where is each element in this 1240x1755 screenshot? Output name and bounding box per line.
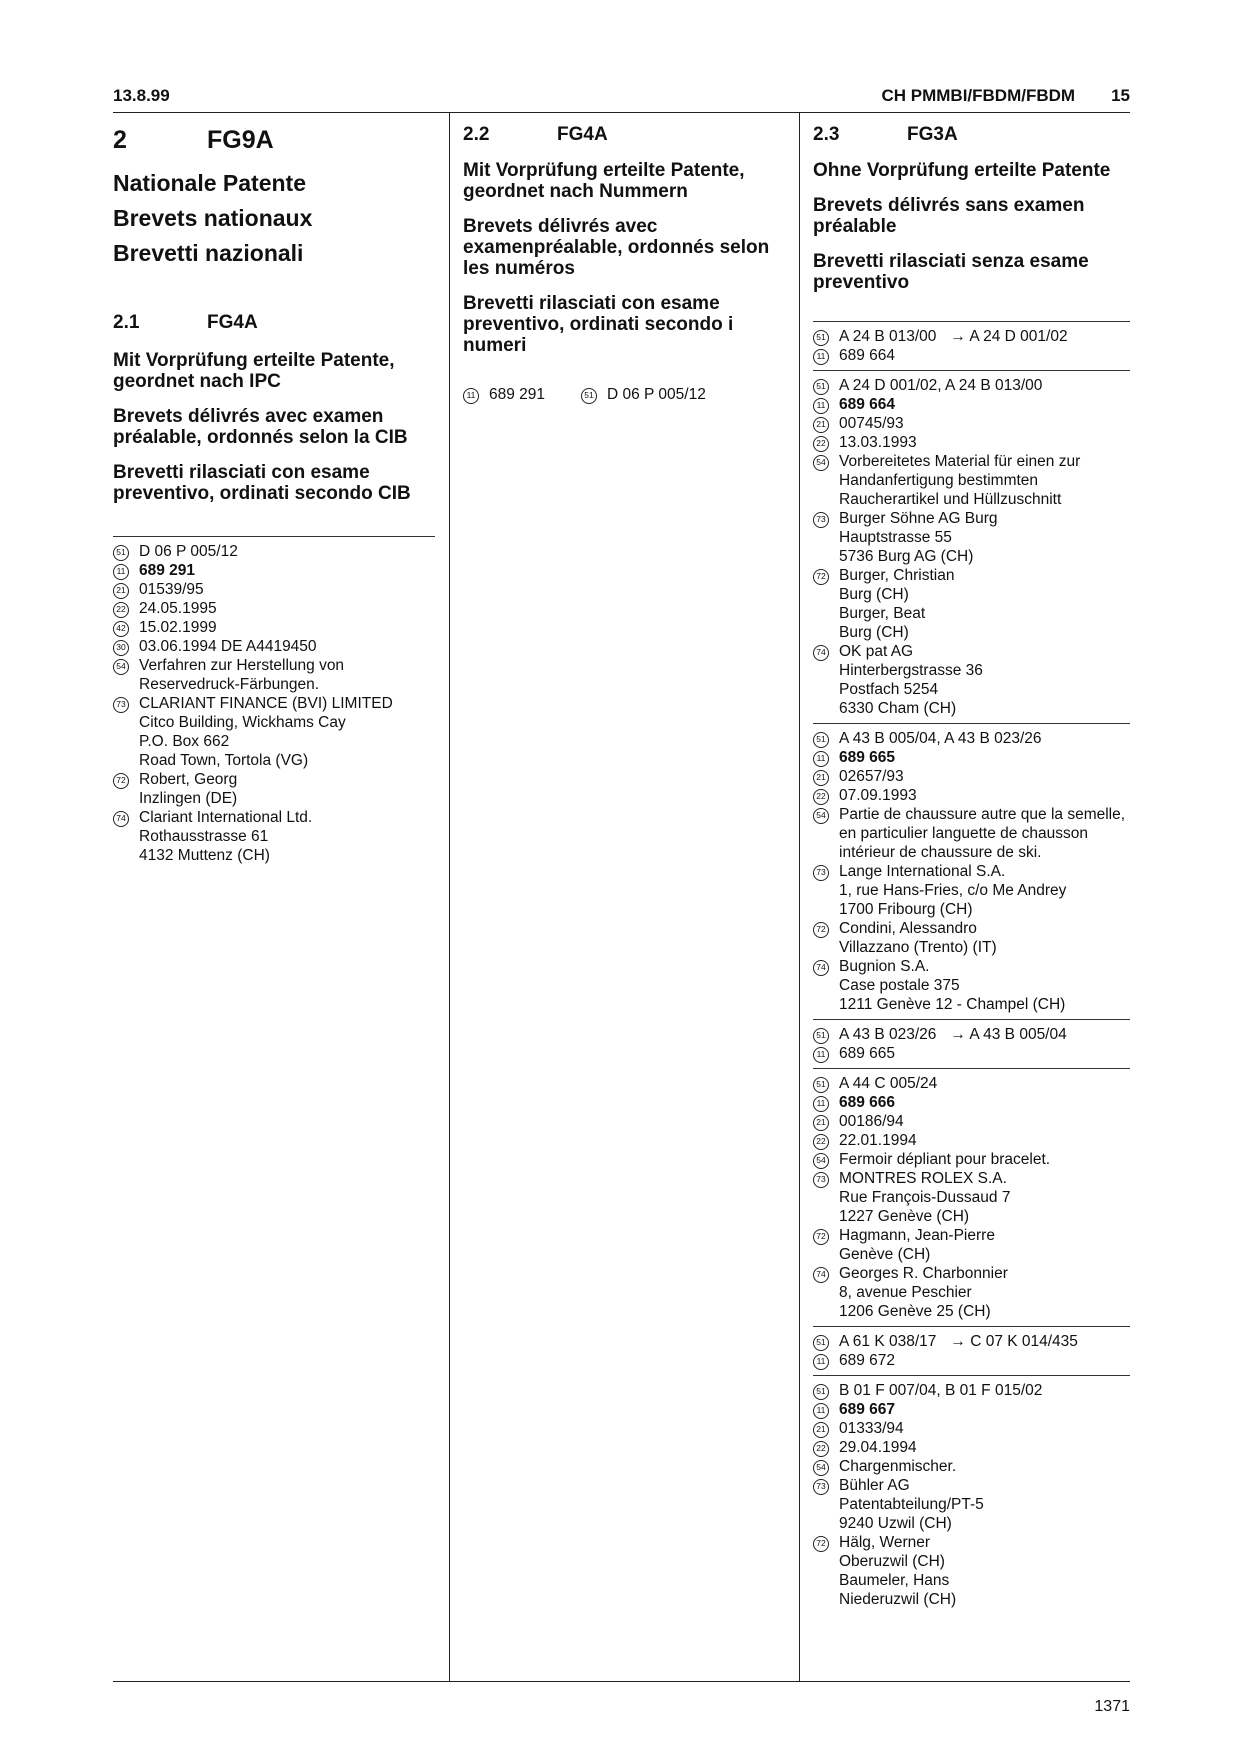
subsection-heading: 2.2 FG4A — [463, 124, 608, 145]
code-73-icon: 73 — [813, 509, 839, 566]
field-30 — [113, 637, 435, 656]
heading-de: Ohne Vorprüfung erteilte Patente — [813, 160, 1111, 181]
field-54 — [813, 805, 1130, 862]
field-text: 22.01.1994 — [839, 1132, 917, 1149]
field-text: A 61 K 038/17 — [839, 1333, 937, 1350]
code-11-icon: 11 — [813, 346, 839, 365]
field-text: B 01 F 007/04, B 01 F 015/02 — [839, 1382, 1043, 1399]
field-text: Oberuzwil (CH) — [839, 1553, 945, 1570]
field-11 — [813, 1351, 1130, 1370]
field-text: 02657/93 — [839, 768, 904, 785]
field-22 — [813, 433, 1130, 452]
field-text: A 43 B 005/04, A 43 B 023/26 — [839, 730, 1042, 747]
column-divider — [449, 112, 450, 1681]
field-73 — [813, 1476, 1130, 1533]
heading-fr: Brevets délivrés avec examenpréalable, ordonnés selon les numéros — [463, 216, 770, 279]
code-51-icon: 51 — [813, 1025, 839, 1044]
code-54-icon: 54 — [813, 805, 839, 862]
field-text: Rothausstrasse 61 — [139, 828, 269, 845]
field-11 — [813, 1044, 1130, 1063]
field-text: Verfahren zur Herstellung von Reservedruck-Färbungen. — [139, 657, 345, 693]
cross-reference-target: → A 43 B 005/04 — [950, 1026, 1067, 1043]
field-text: Niederuzwil (CH) — [839, 1591, 957, 1608]
field-11 — [813, 346, 1130, 365]
field-text: Lange International S.A. — [839, 863, 1006, 880]
field-22 — [813, 786, 1130, 805]
field-54 — [113, 656, 435, 694]
heading-it: Brevetti rilasciati con esame preventivo, ordinati secondo i numeri — [463, 293, 734, 356]
field-72 — [813, 566, 1130, 642]
header-page: 15 — [1111, 86, 1130, 105]
field-text: 13.03.1993 — [839, 434, 917, 451]
code-51-icon: 51 — [813, 729, 839, 748]
code-54-icon: 54 — [813, 1457, 839, 1476]
field-text: A 24 D 001/02, A 24 B 013/00 — [839, 377, 1043, 394]
field-text: Baumeler, Hans — [839, 1572, 950, 1589]
field-text: 1227 Genève (CH) — [839, 1208, 970, 1225]
heading-de: Mit Vorprüfung erteilte Patente, geordnet nach IPC — [113, 350, 395, 392]
field-text: 1, rue Hans-Fries, c/o Me Andrey — [839, 882, 1067, 899]
field-54 — [813, 1457, 1130, 1476]
field-text: Postfach 5254 — [839, 681, 939, 698]
field-11 — [813, 395, 1130, 414]
field-text: 689 291 — [139, 562, 196, 579]
patent-entry — [813, 371, 1130, 723]
field-text: 29.04.1994 — [839, 1439, 917, 1456]
field-51 — [813, 729, 1130, 748]
field-42 — [113, 618, 435, 637]
code-72-icon: 72 — [813, 566, 839, 642]
field-text: Genève (CH) — [839, 1246, 931, 1263]
code-11-icon: 11 — [813, 748, 839, 767]
code-21-icon: 21 — [813, 414, 839, 433]
field-text: Georges R. Charbonnier — [839, 1265, 1008, 1282]
field-text: Rue François-Dussaud 7 — [839, 1189, 1011, 1206]
code-51-icon: 51 — [813, 1332, 839, 1351]
field-text: Bühler AG — [839, 1477, 910, 1494]
subsection-heading: 2.1 FG4A — [113, 312, 258, 333]
field-text: A 44 C 005/24 — [839, 1075, 938, 1092]
field-11 — [813, 748, 1130, 767]
code-11-icon: 11 — [463, 385, 489, 404]
field-text: Inzlingen (DE) — [139, 790, 238, 807]
patent-entry — [813, 1376, 1130, 1614]
field-text: CLARIANT FINANCE (BVI) LIMITED — [139, 695, 393, 712]
field-text: Hälg, Werner — [839, 1534, 931, 1551]
field-text: 1206 Genève 25 (CH) — [839, 1303, 991, 1320]
code-11-icon: 11 — [813, 1093, 839, 1112]
field-text: 03.06.1994 DE A4419450 — [139, 638, 317, 655]
field-text: Bugnion S.A. — [839, 958, 930, 975]
field-74 — [813, 1264, 1130, 1321]
field-text: Villazzano (Trento) (IT) — [839, 939, 997, 956]
heading-de: Mit Vorprüfung erteilte Patente, geordnet nach Nummern — [463, 160, 745, 202]
field-51 — [813, 1074, 1130, 1093]
field-text: Hauptstrasse 55 — [839, 529, 952, 546]
field-text: 689 664 — [839, 347, 896, 364]
field-text: 689 665 — [839, 1045, 896, 1062]
field-text: Hagmann, Jean-Pierre — [839, 1227, 995, 1244]
field-text: 9240 Uzwil (CH) — [839, 1515, 952, 1532]
header-right — [881, 86, 1130, 106]
field-text: 01333/94 — [839, 1420, 904, 1437]
field-74 — [813, 957, 1130, 1014]
code-74-icon: 74 — [813, 957, 839, 1014]
code-22-icon: 22 — [113, 599, 139, 618]
subsection-heading: 2.3 FG3A — [813, 124, 958, 145]
code-51-icon: 51 — [813, 1074, 839, 1093]
code-51-icon: 51 — [581, 385, 607, 404]
patent-number-entry: 11 689 291 51 D 06 P 005/12 — [463, 380, 785, 409]
field-text: Citco Building, Wickhams Cay — [139, 714, 346, 731]
field-72 — [813, 919, 1130, 957]
cross-reference-target: → A 24 D 001/02 — [950, 328, 1068, 345]
field-21 — [813, 767, 1130, 786]
field-text: 24.05.1995 — [139, 600, 217, 617]
code-74-icon: 74 — [813, 1264, 839, 1321]
code-11-icon: 11 — [813, 1400, 839, 1419]
field-21 — [813, 414, 1130, 433]
field-11 — [813, 1400, 1130, 1419]
field-74 — [113, 808, 435, 865]
field-text: 689 667 — [839, 1401, 896, 1418]
field-22 — [113, 599, 435, 618]
field-73 — [813, 509, 1130, 566]
field-text: Vorbereitetes Material für einen zur Handanfertigung bestimmten Raucherartikel und Hüllzuschnitt — [839, 453, 1081, 508]
field-text: Case postale 375 — [839, 977, 960, 994]
patent-entry — [813, 1069, 1130, 1326]
field-text: OK pat AG — [839, 643, 914, 660]
field-text: 01539/95 — [139, 581, 204, 598]
code-30-icon: 30 — [113, 637, 139, 656]
field-text: 1211 Genève 12 - Champel (CH) — [839, 996, 1066, 1013]
code-74-icon: 74 — [813, 642, 839, 718]
journal-name: CH PMMBI/FBDM/FBDM — [881, 86, 1076, 105]
field-text: Clariant International Ltd. — [139, 809, 313, 826]
column-3 — [813, 112, 1130, 1614]
field-51 — [813, 327, 1130, 346]
code-54-icon: 54 — [813, 1150, 839, 1169]
heading-fr: Brevets délivrés sans examen préalable — [813, 195, 1085, 237]
field-text: Condini, Alessandro — [839, 920, 977, 937]
code-73-icon: 73 — [113, 694, 139, 770]
field-73 — [813, 862, 1130, 919]
field-text: 689 666 — [839, 1094, 896, 1111]
code-72-icon: 72 — [813, 919, 839, 957]
code-21-icon: 21 — [113, 580, 139, 599]
cross-reference-entry — [813, 1020, 1130, 1068]
field-72 — [113, 770, 435, 808]
field-text: 689 672 — [839, 1352, 896, 1369]
field-text: 15.02.1999 — [139, 619, 217, 636]
field-text: 1700 Fribourg (CH) — [839, 901, 973, 918]
field-text: 00186/94 — [839, 1113, 904, 1130]
field-11 — [813, 1093, 1130, 1112]
field-text: P.O. Box 662 — [139, 733, 230, 750]
field-text: Fermoir dépliant pour bracelet. — [839, 1151, 1051, 1168]
field-text: Burger, Christian — [839, 567, 955, 584]
field-text: A 24 B 013/00 — [839, 328, 937, 345]
field-21 — [113, 580, 435, 599]
code-11-icon: 11 — [813, 395, 839, 414]
code-22-icon: 22 — [813, 1438, 839, 1457]
heading-fr: Brevets délivrés avec examen préalable, ordonnés selon la CIB — [113, 406, 408, 448]
column-2 — [463, 112, 785, 409]
code-73-icon: 73 — [813, 862, 839, 919]
code-54-icon: 54 — [113, 656, 139, 694]
field-73 — [813, 1169, 1130, 1226]
title-fr: Brevets nationaux — [113, 205, 313, 231]
field-text: D 06 P 005/12 — [139, 543, 238, 560]
code-51-icon: 51 — [813, 1381, 839, 1400]
code-22-icon: 22 — [813, 786, 839, 805]
title-it: Brevetti nazionali — [113, 240, 304, 266]
field-21 — [813, 1419, 1130, 1438]
code-11-icon: 11 — [813, 1044, 839, 1063]
field-text: 00745/93 — [839, 415, 904, 432]
field-22 — [813, 1438, 1130, 1457]
field-51 — [813, 376, 1130, 395]
code-21-icon: 21 — [813, 1112, 839, 1131]
field-51 — [113, 542, 435, 561]
field-text: 4132 Muttenz (CH) — [139, 847, 270, 864]
cross-reference-entry — [813, 322, 1130, 370]
field-text: 6330 Cham (CH) — [839, 700, 957, 717]
heading-it: Brevetti rilasciati senza esame preventivo — [813, 251, 1089, 293]
code-51-icon: 51 — [113, 542, 139, 561]
code-22-icon: 22 — [813, 1131, 839, 1150]
code-42-icon: 42 — [113, 618, 139, 637]
code-72-icon: 72 — [813, 1226, 839, 1264]
heading-it: Brevetti rilasciati con esame preventivo, ordinati secondo CIB — [113, 462, 411, 504]
footer-rule — [113, 1681, 1130, 1682]
field-73 — [113, 694, 435, 770]
field-72 — [813, 1226, 1130, 1264]
code-11-icon: 11 — [813, 1351, 839, 1370]
page-number: 1371 — [1094, 1698, 1130, 1715]
field-11 — [113, 561, 435, 580]
field-text: Burger, Beat — [839, 605, 926, 622]
field-text: Partie de chaussure autre que la semelle, en particulier languette de chausson intérieur de chaussure de ski. — [839, 806, 1126, 861]
column-divider — [799, 112, 800, 1681]
section-heading: 2 FG9A — [113, 126, 274, 154]
field-text: 07.09.1993 — [839, 787, 917, 804]
code-21-icon: 21 — [813, 767, 839, 786]
title-de: Nationale Patente — [113, 170, 306, 196]
field-text: 8, avenue Peschier — [839, 1284, 972, 1301]
field-text: 5736 Burg AG (CH) — [839, 548, 974, 565]
field-text: 689 664 — [839, 396, 896, 413]
code-51-icon: 51 — [813, 376, 839, 395]
cross-reference-target: → C 07 K 014/435 — [950, 1333, 1078, 1350]
patent-entry — [813, 724, 1130, 1019]
code-21-icon: 21 — [813, 1419, 839, 1438]
code-22-icon: 22 — [813, 433, 839, 452]
field-text: Chargenmischer. — [839, 1458, 957, 1475]
field-text: Patentabteilung/PT-5 — [839, 1496, 984, 1513]
field-text: Burger Söhne AG Burg — [839, 510, 998, 527]
field-54 — [813, 452, 1130, 509]
code-54-icon: 54 — [813, 452, 839, 509]
patent-entry — [113, 537, 435, 870]
code-73-icon: 73 — [813, 1476, 839, 1533]
field-text: Burg (CH) — [839, 586, 909, 603]
field-51 — [813, 1332, 1130, 1351]
field-text: 689 665 — [839, 749, 896, 766]
field-text: A 43 B 023/26 — [839, 1026, 937, 1043]
field-text: Hinterbergstrasse 36 — [839, 662, 983, 679]
field-54 — [813, 1150, 1130, 1169]
field-22 — [813, 1131, 1130, 1150]
header-date: 13.8.99 — [113, 86, 170, 105]
code-73-icon: 73 — [813, 1169, 839, 1226]
code-74-icon: 74 — [113, 808, 139, 865]
field-text: MONTRES ROLEX S.A. — [839, 1170, 1007, 1187]
code-72-icon: 72 — [113, 770, 139, 808]
field-51 — [813, 1381, 1130, 1400]
field-21 — [813, 1112, 1130, 1131]
cross-reference-entry — [813, 1327, 1130, 1375]
code-11-icon: 11 — [113, 561, 139, 580]
field-51 — [813, 1025, 1130, 1044]
field-72 — [813, 1533, 1130, 1609]
code-72-icon: 72 — [813, 1533, 839, 1609]
field-text: Road Town, Tortola (VG) — [139, 752, 309, 769]
field-text: Burg (CH) — [839, 624, 909, 641]
column-1 — [113, 112, 435, 870]
field-74 — [813, 642, 1130, 718]
field-text: Robert, Georg — [139, 771, 238, 788]
code-51-icon: 51 — [813, 327, 839, 346]
